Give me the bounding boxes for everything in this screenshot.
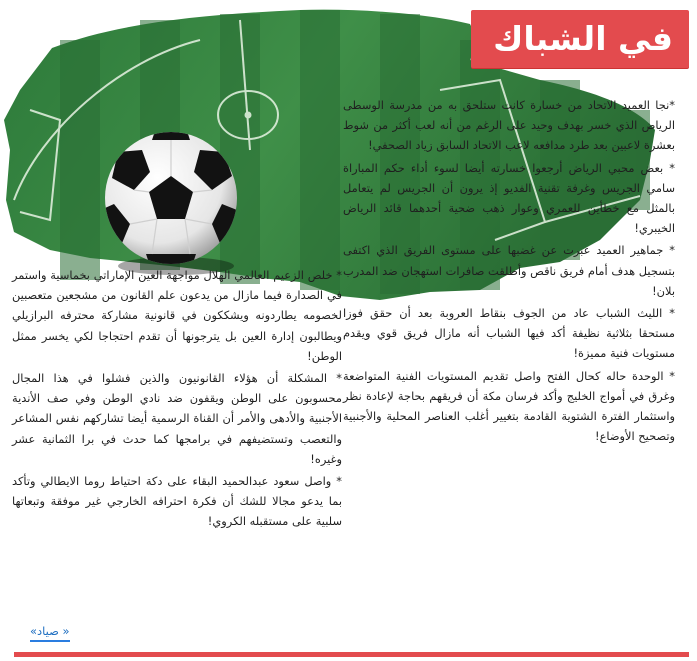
article-paragraph: * بعض محبي الرياض أرجعوا خسارته أيضا لسوء أداء حكم المباراة سامي الجريس وغرفة تقنية الفديو إذ يرون أن الجريس لم يتعامل بالمثل مع خطأين للعمري وعوار ذهب ضحية أحدهما قائد الرياض الخيبري! bbox=[343, 160, 675, 236]
article-paragraph: * واصل سعود عبدالحميد البقاء على دكة احتياط روما الايطالي وتأكد بما يدعو مجالا للشك أن فكرة احترافه الخارجي غير موفقة وتبعاتها سلبية على مستقبله الكروي! bbox=[12, 474, 342, 529]
section-title: في الشباك bbox=[493, 19, 673, 58]
section-banner bbox=[471, 10, 689, 68]
article-column-left bbox=[12, 265, 342, 534]
article-paragraph: *نجا العميد الاتحاد من خسارة كانت ستلحق به من مدرسة الوسطى الرياض الذي خسر بهدف وحيد على الرغم من أنه لعب أكثر من شوط بعشرة لاعبين بعد طرد مدافعه لاعب الاتحاد السابق زياد الصحفي! bbox=[343, 98, 675, 153]
article-paragraph: * الوحدة حاله كحال الفتح واصل تقديم المستويات الفنية المتواضعة وغرق في أمواج الخليج وأكد فرسان مكة أن فريقهم بحاجة لإعادة نظر واستثمار الفترة الشتوية القادمة بتغيير أغلب العناصر المحلية والأجنبية وتصحيح الأوضاع! bbox=[343, 368, 675, 444]
bottom-accent-bar bbox=[14, 652, 689, 657]
author-byline: « صياد» bbox=[30, 624, 70, 642]
article-column-right bbox=[343, 95, 675, 448]
article-paragraph: * المشكلة أن هؤلاء القانونيون والذين فشلوا في هذا المجال محسوبون على الوطن ويقفون ضد نادي الوطن وفي صف الأندية الأجنبية والأدهى والأمر أن القناة الرسمية أيضا تشاركهم نفس المشاعر والتعصب وتستضيفهم في برامجها كما حدث في برا الثمانية عشر وغيره! bbox=[12, 371, 342, 466]
article-paragraph: * جماهير العميد عبرت عن غضبها على مستوى الفريق الذي اكتفى بتسجيل هدف أمام فريق ناقص وأطلقت صافرات استهجان ضد المدرب بلان! bbox=[343, 243, 675, 298]
article-paragraph: * خلص الزعيم العالمي الهلال مواجهة العين الإماراتي بخماسية واستمر في الصدارة فيما مازال من يدعون علم القانون من مشجعين متعصبين لخصومه يطاردونه ويشككون في قانونية مشاركة محترفه البرازيلي ويطالبون إدارة العين بل يترجونها أن تقدم احتجاجا لكي يخسر ممثل الوطن! bbox=[12, 268, 342, 363]
article-paragraph: * الليث الشباب عاد من الجوف بنقاط العروبة بعد أن حقق فوزا مستحقا بثلاثية نظيفة أكد فيها الشباب أنه مازال فريق قوي ويقدم مستويات فنية مميزة! bbox=[343, 306, 675, 361]
